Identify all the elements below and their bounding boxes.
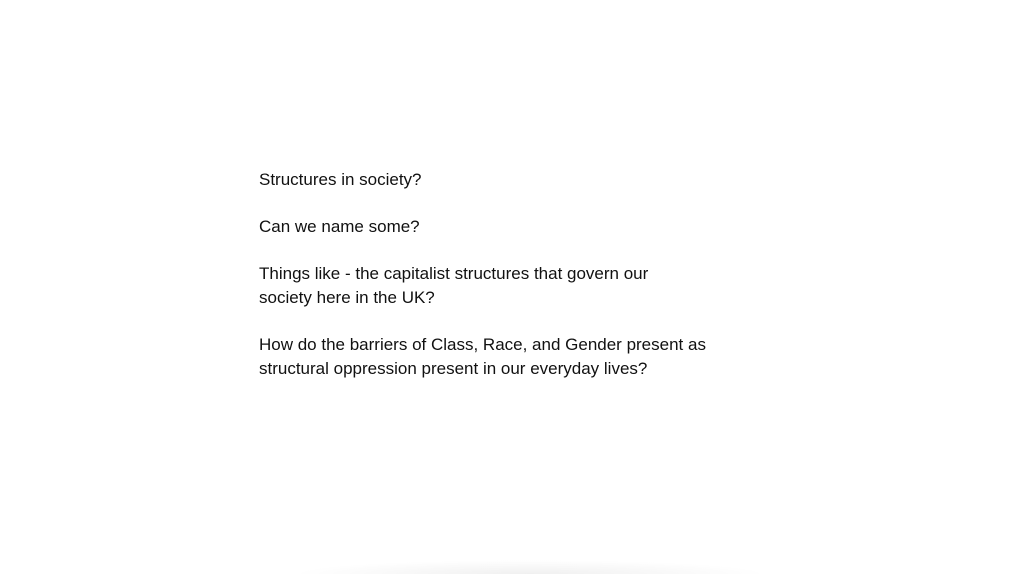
paragraph-structural-oppression (259, 333, 759, 381)
paragraph-line: Things like - the capitalist structures that govern our (259, 264, 649, 283)
paragraph-line: Structures in society? (259, 170, 422, 189)
paragraph-line: structural oppression present in our everyday lives? (259, 359, 648, 378)
paragraph-name-some (259, 215, 759, 239)
page-edge-shadow (290, 560, 770, 574)
body-text (259, 168, 759, 381)
paragraph-capitalist-structures (259, 262, 759, 310)
paragraph-structures-question (259, 168, 759, 192)
paragraph-line: How do the barriers of Class, Race, and Gender present as (259, 335, 706, 354)
paragraph-line: Can we name some? (259, 217, 420, 236)
paragraph-line: society here in the UK? (259, 288, 435, 307)
